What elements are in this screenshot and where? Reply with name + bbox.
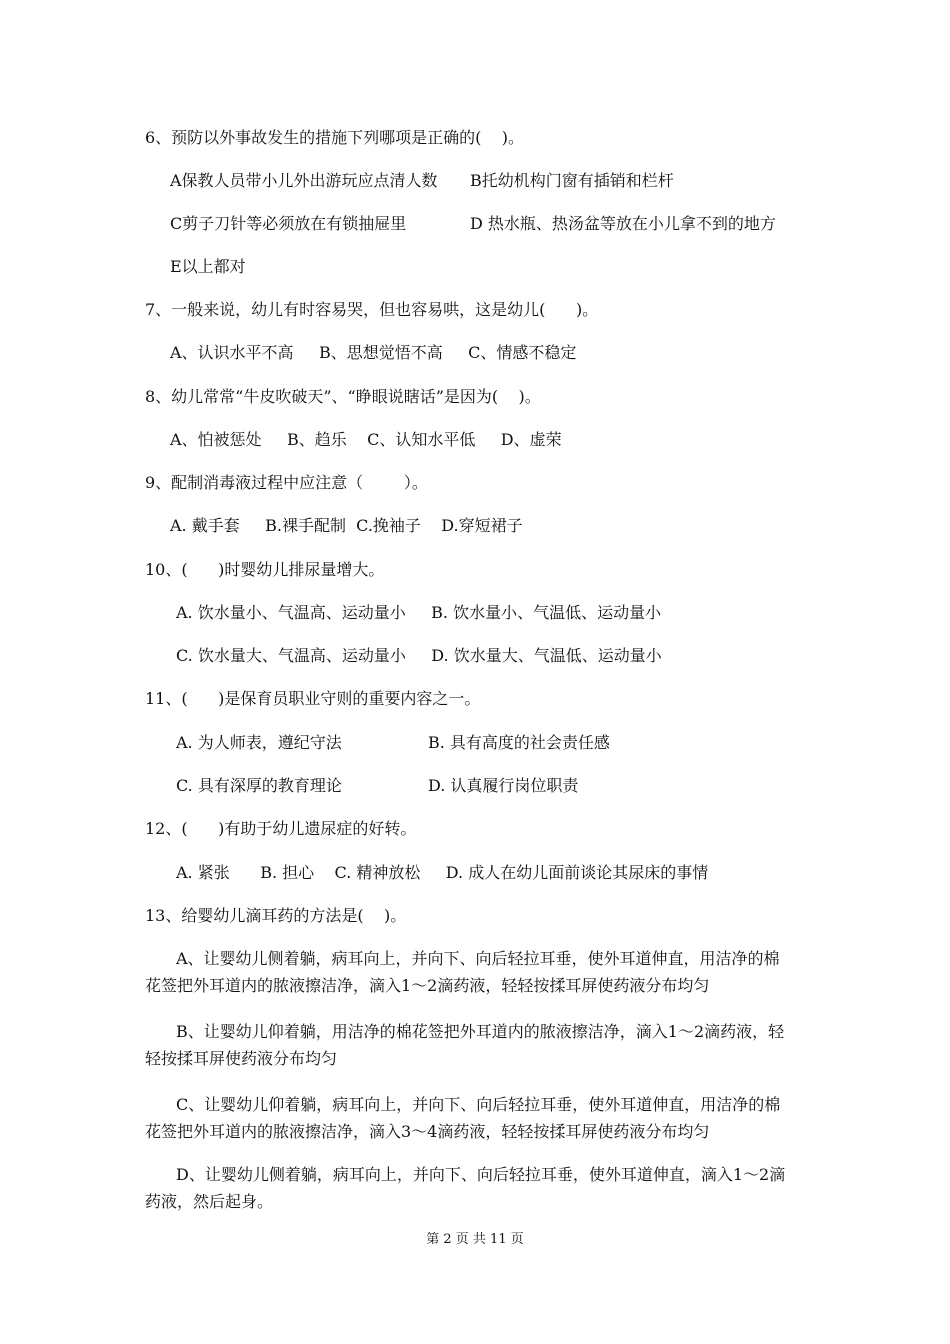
question-13-option-a-line1: A、让婴幼儿侧着躺，病耳向上，并向下、向后轻拉耳垂，使外耳道伸直，用洁净的棉 — [176, 949, 780, 968]
question-13-option-a-line2: 花签把外耳道内的脓液擦洁净，滴入1～2滴药液，轻轻按揉耳屏使药液分布均匀 — [145, 976, 710, 995]
question-13-option-c-line2: 花签把外耳道内的脓液擦洁净，滴入3～4滴药液，轻轻按揉耳屏使药液分布均匀 — [145, 1122, 710, 1141]
question-13-option-b-line2: 轻按揉耳屏使药液分布均匀 — [145, 1049, 338, 1068]
question-13-option-b-line1: B、让婴幼儿仰着躺，用洁净的棉花签把外耳道内的脓液擦洁净，滴入1～2滴药液，轻 — [176, 1022, 785, 1041]
question-11-option-b: B. 具有高度的社会责任感 — [428, 733, 610, 752]
question-13-option-c-line1: C、让婴幼儿仰着躺，病耳向上，并向下、向后轻拉耳垂，使外耳道伸直，用洁净的棉 — [176, 1095, 781, 1114]
question-6-stem: 6、预防以外事故发生的措施下列哪项是正确的( )。 — [145, 128, 525, 147]
question-7-options: A、认识水平不高 B、思想觉悟不高 C、情感不稳定 — [170, 343, 577, 362]
question-12-stem: 12、( )有助于幼儿遗尿症的好转。 — [145, 819, 417, 838]
question-6-option-b: B托幼机构门窗有插销和栏杆 — [470, 171, 674, 190]
question-9-stem: 9、配制消毒液过程中应注意（ ）。 — [145, 473, 428, 492]
page-footer: 第 2 页 共 11 页 — [426, 1232, 524, 1247]
question-10-options-ab: A. 饮水量小、气温高、运动量小 B. 饮水量小、气温低、运动量小 — [176, 603, 662, 622]
question-11-option-c: C. 具有深厚的教育理论 — [176, 776, 342, 795]
question-9-options: A. 戴手套 B.裸手配制 C.挽袖子 D.穿短裙子 — [170, 516, 523, 535]
question-6-option-e: E以上都对 — [170, 257, 246, 276]
question-10-stem: 10、( )时婴幼儿排尿量增大。 — [145, 560, 385, 579]
question-8-options: A、怕被惩处 B、趋乐 C、认知水平低 D、虚荣 — [170, 430, 562, 449]
question-6-option-a: A保教人员带小儿外出游玩应点清人数 — [170, 171, 438, 190]
question-11-stem: 11、( )是保育员职业守则的重要内容之一。 — [145, 689, 481, 708]
question-13-option-d-line1: D、让婴幼儿侧着躺，病耳向上，并向下、向后轻拉耳垂，使外耳道伸直，滴入1～2滴 — [176, 1165, 786, 1184]
question-13-option-d-line2: 药液，然后起身。 — [145, 1192, 274, 1211]
question-12-options: A. 紧张 B. 担心 C. 精神放松 D. 成人在幼儿面前谈论其尿床的事情 — [176, 863, 709, 882]
question-6-option-c: C剪子刀针等必须放在有锁抽屉里 — [170, 214, 407, 233]
question-6-option-d: D 热水瓶、热汤盆等放在小儿拿不到的地方 — [470, 214, 776, 233]
question-10-options-cd: C. 饮水量大、气温高、运动量小 D. 饮水量大、气温低、运动量小 — [176, 646, 662, 665]
question-11-option-d: D. 认真履行岗位职责 — [428, 776, 579, 795]
question-8-stem: 8、幼儿常常“牛皮吹破天”、“睁眼说瞎话”是因为( )。 — [145, 387, 541, 406]
question-13-stem: 13、给婴幼儿滴耳药的方法是( )。 — [145, 906, 407, 925]
question-7-stem: 7、一般来说，幼儿有时容易哭，但也容易哄，这是幼儿( )。 — [145, 300, 599, 319]
question-11-option-a: A. 为人师表，遵纪守法 — [176, 733, 342, 752]
